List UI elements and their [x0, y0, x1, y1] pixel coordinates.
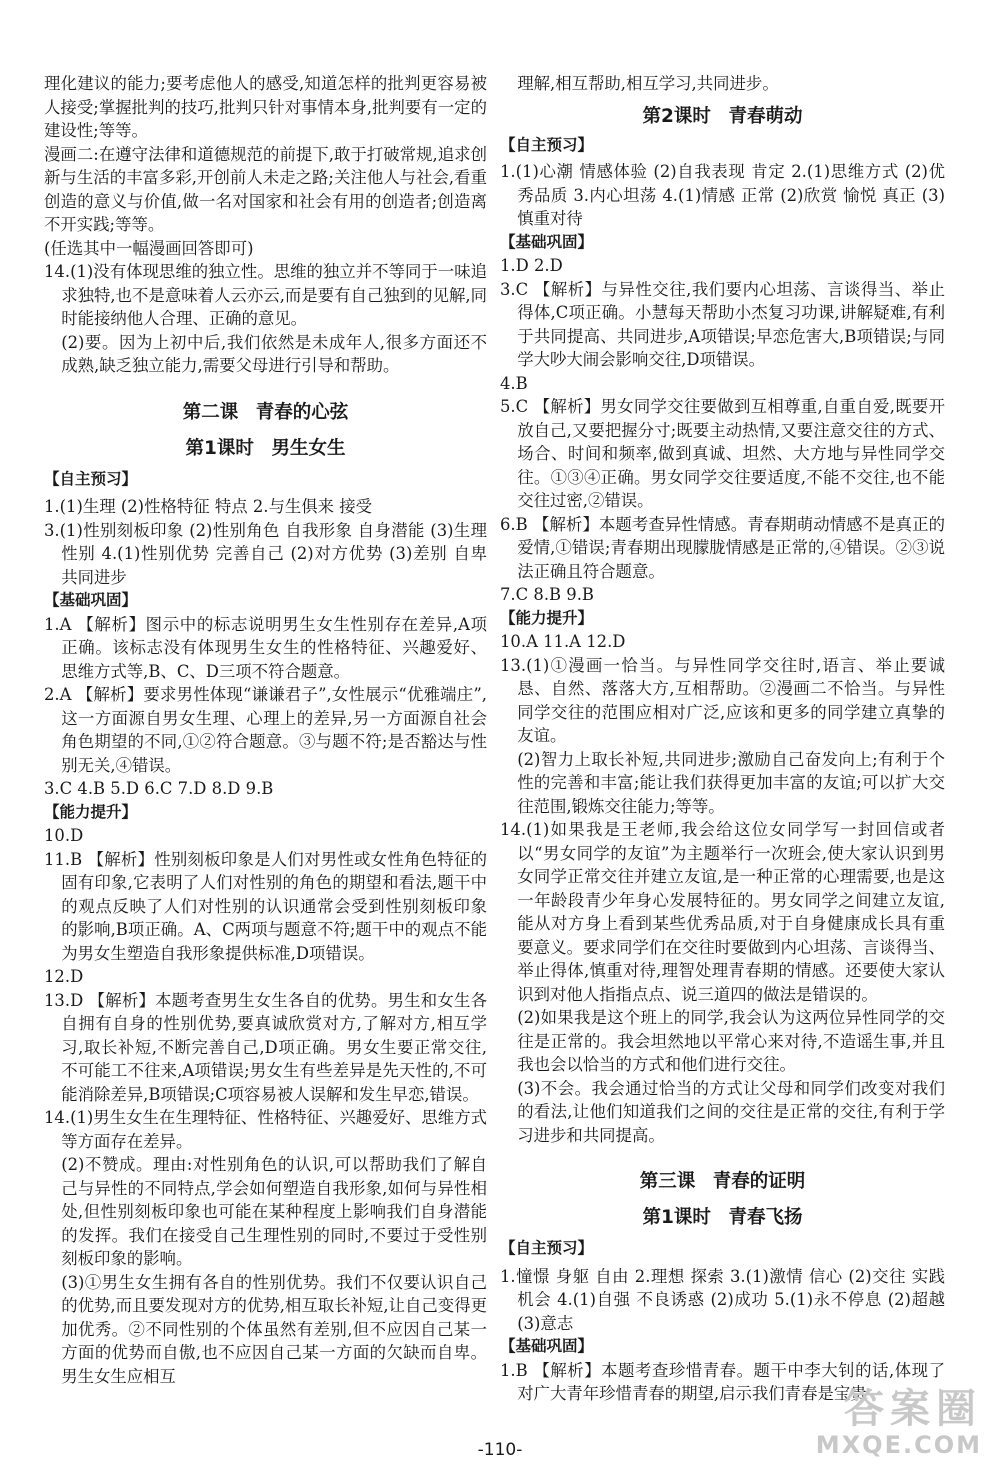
watermark — [816, 1387, 982, 1459]
answer-item: 10.D — [44, 826, 84, 845]
answer-item: 13.D 【解析】本题考查男生女生各自的优势。男生和女生各自拥有自身的性别优势,要真诚欣赏对方,了解对方,相互学习,取长补短,不断完善自己,D项正确。男女生要正常交往,不可能工不往来,A项错误;男女生有些差异是先天性的,不可能消除差异,B项错误;C项容易被人误解和发生早恋,错误。 — [44, 990, 487, 1104]
lesson-title: 第1课时 青春飞扬 — [642, 1207, 803, 1228]
text-block: 漫画二:在遵守法律和道德规范的前提下,敢于打破常规,追求创新与生活的丰富多彩,开创前人未走之路;关注他人与社会,看重创造的意义与价值,做一名对国家和社会有用的创造者;创造离不开实践;等等。 — [44, 144, 487, 234]
lesson-title: 第二课 青春的心弦 — [182, 401, 349, 423]
section-label: 【能力提升】 — [500, 608, 594, 627]
right-column — [500, 72, 945, 1406]
answer-item: 11.B 【解析】性别刻板印象是人们对男性或女性角色特征的固有印象,它表明了人们对性别的角色的期望和看法,题干中的观点反映了人们对性别的认识通常会受到性别刻板印象的影响,B项正确。A、C两项与题意不符;题干中的观点不能为男女生塑造自我形象提供标准,D项错误。 — [44, 849, 487, 963]
left-column — [44, 72, 487, 1388]
lesson-title: 第2课时 青春萌动 — [642, 105, 803, 127]
answer-subitem: (2)智力上取长补短,共同进步;激励自己奋发向上;有利于个性的完善和丰富;能让我们获得更加丰富的友谊;可以扩大交往范围,锻炼交往能力;等等。 — [517, 749, 945, 816]
answer-item: 14.(1)如果我是王老师,我会给这位女同学写一封回信或者以“男女同学的友谊”为主题举行一次班会,使大家认识到男女同学正常交往并建立友谊,是一种正常的心理需要,也是这一年龄段青少年身心发展特征的。男女同学之间建立友谊,能从对方身上看到某些优秀品质,对于自身健康成长具有重要意义。要求同学们在交往时要做到内心坦荡、言谈得当、举止得体,慎重对待,理智处理青春期的情感。还要使大家认识到对他人指指点点、说三道四的做法是错误的。 — [500, 820, 945, 1004]
answer-item: 1.A 【解析】图示中的标志说明男生女生性别存在差异,A项正确。该标志没有体现男生女生的性格特征、兴趣爱好、思维方式等,B、C、D三项不符合题意。 — [44, 614, 487, 681]
answer-item: 7.C 8.B 9.B — [500, 585, 594, 604]
answer-subitem: (3)①男生女生拥有各自的性别优势。我们不仅要认识自己的优势,而且要发现对方的优势,相互取长补短,让自己变得更加优秀。②不同性别的个体虽然有差别,但不应因自己某一方面的优势而自傲,也不应因自己某一方面的欠缺而自卑。男生女生应相互 — [61, 1272, 487, 1386]
answer-subitem: (2)不赞成。理由:对性别角色的认识,可以帮助我们了解自己与异性的不同特点,学会如何塑造自我形象,如何与异性相处,但性别刻板印象也可能在某种程度上影响我们自身潜能的发挥。我们在接受自己生理性别的同时,不要过于受性别刻板印象的影响。 — [61, 1155, 487, 1268]
answer-item: 1.D 2.D — [500, 256, 563, 275]
answer-item: 5.C 【解析】男女同学交往要做到互相尊重,自重自爱,既要开放自己,又要把握分寸;既要主动热情,又要注意交往的方式、场合、时间和频率,做到真诚、坦然、大方地与异性同学交往。①③④正确。男女同学交往要适度,不能不交往,也不能交往过密,②错误。 — [500, 397, 945, 510]
answer-item: 14.(1)没有体现思维的独立性。思维的独立并不等同于一味追求独特,也不是意味着人云亦云,而是要有自己独到的见解,同时能接纳他人合理、正确的意见。 — [44, 262, 487, 328]
answer-subitem: (2)要。因为上初中后,我们依然是未成年人,很多方面还不成熟,缺乏独立能力,需要父母进行引导和帮助。 — [61, 332, 487, 375]
answer-subitem: (2)如果我是这个班上的同学,我会认为这两位异性同学的交往是正常的。我会坦然地以平常心来对待,不造谣生事,并且我也会以恰当的方式和他们进行交往。 — [517, 1008, 945, 1074]
answer-item: 10.A 11.A 12.D — [500, 632, 626, 651]
section-label: 【基础巩固】 — [44, 591, 138, 609]
answer-item: 6.B 【解析】本题考查异性情感。青春期萌动情感不是真正的爱情,①错误;青春期出现朦胧情感是正常的,④错误。②③说法正确且符合题意。 — [500, 514, 945, 581]
answer-item: 3.C 【解析】与异性交往,我们要内心坦荡、言谈得当、举止得体,C项正确。小慧每天帮助小杰复习功课,讲解疑难,有利于共同提高、共同进步,A项错误;早恋危害大,B项错误;与同学大吵大闹会影响交往,D项错误。 — [500, 279, 945, 369]
page-number: -110- — [477, 1440, 523, 1460]
answer-item: 4.B — [500, 373, 528, 393]
text-block: (任选其中一幅漫画回答即可) — [44, 238, 254, 258]
answer-subitem: 理解,相互帮助,相互学习,共同进步。 — [517, 74, 779, 93]
answer-item: 3.C 4.B 5.D 6.C 7.D 8.D 9.B — [44, 779, 274, 798]
text-block: 理化建议的能力;要考虑他人的感受,知道怎样的批判更容易被人接受;掌握批判的技巧,批判只针对事情本身,批判要有一定的建设性;等等。 — [44, 74, 487, 140]
lesson-title: 第1课时 男生女生 — [185, 437, 346, 459]
section-label: 【自主预习】 — [500, 135, 594, 154]
answer-subitem: (3)不会。我会通过恰当的方式让父母和同学们改变对我们的看法,让他们知道我们之间的交往是正常的交往,有利于学习进步和共同提高。 — [517, 1078, 945, 1145]
answer-item: 13.(1)①漫画一恰当。与异性同学交往时,语言、举止要诚恳、自然、落落大方,互相帮助。②漫画二不恰当。与异性同学交往的范围应相对广泛,应该和更多的同学建立真挚的友谊。 — [500, 655, 945, 745]
section-label: 【基础巩固】 — [500, 232, 594, 251]
watermark-url: MXQE.COM — [815, 1431, 982, 1459]
section-label: 【自主预习】 — [500, 1239, 594, 1257]
answer-item: 1.(1)生理 (2)性格特征 特点 2.与生俱来 接受 — [44, 497, 373, 516]
answer-item: 1.(1)心潮 情感体验 (2)自我表现 肯定 2.(1)思维方式 (2)优秀品质 3.内心坦荡 4.(1)情感 正常 (2)欣赏 愉悦 真正 (3)慎重对待 — [500, 162, 945, 228]
answer-item: 2.A 【解析】要求男性体现“谦谦君子”,女性展示“优雅端庄”,这一方面源自男女生理、心理上的差异,另一方面源自社会角色期望的不同,①②符合题意。③与题不符;是否豁达与性别无关,④错误。 — [44, 685, 487, 775]
answer-item: 12.D — [44, 967, 84, 986]
section-label: 【自主预习】 — [44, 469, 138, 488]
watermark-logo-text: 答案圈 — [844, 1386, 982, 1432]
section-label: 【基础巩固】 — [500, 1337, 594, 1355]
answer-item: 14.(1)男生女生在生理特征、性格特征、兴趣爱好、思维方式等方面存在差异。 — [44, 1108, 487, 1151]
answer-item: 3.(1)性别刻板印象 (2)性别角色 自我形象 自身潜能 (3)生理性别 4.(1)性别优势 完善自己 (2)对方优势 (3)差别 自卑 共同进步 — [44, 520, 487, 587]
lesson-title: 第三课 青春的证明 — [639, 1171, 806, 1192]
section-label: 【能力提升】 — [44, 802, 138, 821]
answer-item: 1.B 【解析】本题考查珍惜青春。题干中李大钊的话,体现了对广大青年珍惜青春的期望,启示我们青春是宝贵 — [500, 1360, 945, 1403]
answer-item: 1.憧憬 身躯 自由 2.理想 探索 3.(1)激情 信心 (2)交往 实践机会 4.(1)自强 不良诱惑 (2)成功 5.(1)永不停息 (2)超越 (3)意志 — [500, 1266, 945, 1333]
